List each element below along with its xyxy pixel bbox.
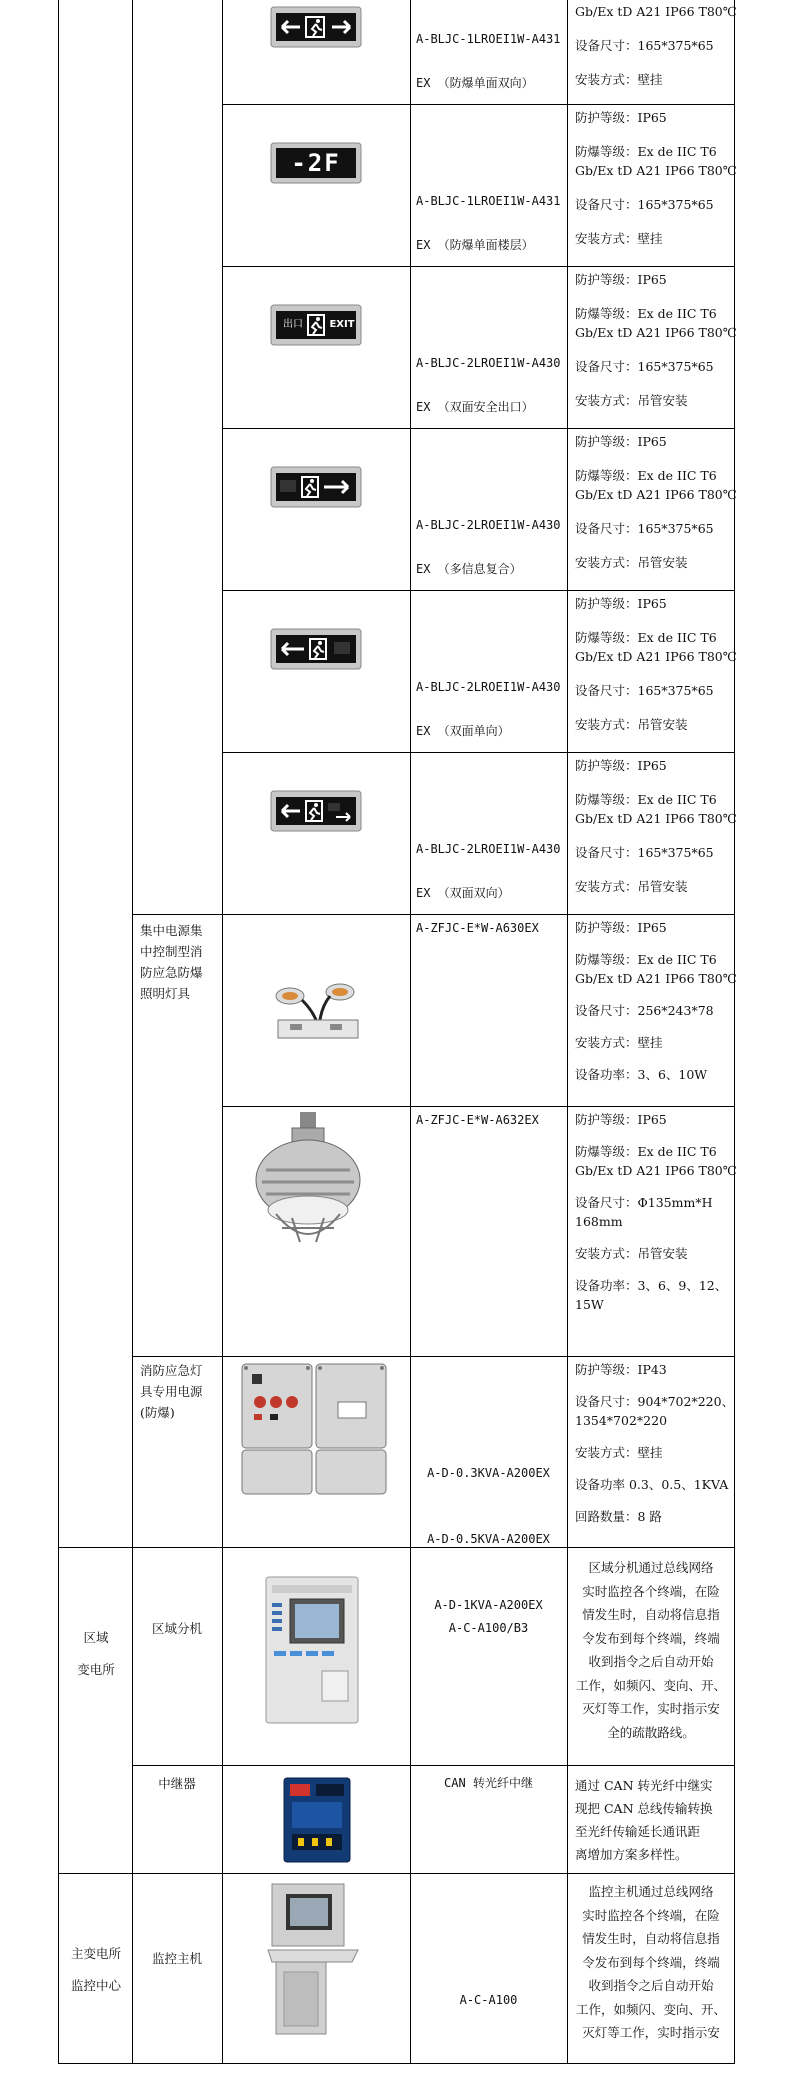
spec-param-line: Gb/Ex tD A21 IP66 T80℃ xyxy=(575,1163,737,1178)
model-line: EX （双面双向） xyxy=(416,886,510,900)
category-label: 监控主机 xyxy=(151,1951,202,1966)
spec-param-line: 安装方式：吊管安装 xyxy=(575,717,688,732)
table-col-divider xyxy=(410,0,411,2064)
spec-param-line: 设备尺寸：256*243*78 xyxy=(575,1003,714,1018)
spec-param-line: 防爆等级：Ex de IIC T6 xyxy=(575,1144,717,1159)
model-line: EX （双面单向） xyxy=(416,724,510,738)
category-label: 区域分机 xyxy=(151,1621,202,1636)
model-text xyxy=(416,492,566,602)
spec-param-line: 168mm xyxy=(575,1214,623,1229)
row-divider xyxy=(132,1765,735,1766)
category-label: 消防应急灯 具专用电源 (防爆) xyxy=(140,1363,203,1420)
regional-controller-cabinet-icon xyxy=(262,1575,362,1725)
spec-param-line: 设备尺寸：165*375*65 xyxy=(575,683,714,698)
spec-param-line: 防护等级：IP43 xyxy=(575,1362,667,1377)
spec-params xyxy=(575,434,737,588)
model-text: A-ZFJC-E*W-A632EX xyxy=(416,1113,539,1127)
spec-params xyxy=(575,272,737,426)
description-text: 监控主机通过总线网络 实时监控各个终端，在险 情发生时，自动将信息指 令发布到每个终端，终端 收到指令之后自动开始 工作，如频闪、变向、开、 灭灯等工作，实时指示安 xyxy=(575,1884,726,2040)
spec-param-line: 设备尺寸：165*375*65 xyxy=(575,38,714,53)
spec-param-line: 安装方式：吊管安装 xyxy=(575,879,688,894)
spec-param-line: 防护等级：IP65 xyxy=(575,920,667,935)
spec-param-line: Gb/Ex tD A21 IP66 T80℃ xyxy=(575,4,737,19)
model-text xyxy=(416,168,566,278)
spec-param-line: 防爆等级：Ex de IIC T6 xyxy=(575,952,717,967)
spec-param-line: 防爆等级：Ex de IIC T6 xyxy=(575,792,717,807)
description-text: 区域分机通过总线网络 实时监控各个终端，在险 情发生时，自动将信息指 令发布到每个终端，终端 收到指令之后自动开始 工作，如频闪、变向、开、 灭灯等工作，实时指示安 全的疏散路线。 xyxy=(575,1560,726,1740)
exit-sign-single-direction-icon xyxy=(270,628,362,670)
model-line: EX （防爆单面双向） xyxy=(416,76,534,90)
spec-params xyxy=(575,4,737,102)
model-line: A-BLJC-1LROEI1W-A431 xyxy=(416,32,561,46)
model-line: A-D-1KVA-A200EX xyxy=(434,1598,543,1612)
spec-param-line: 安装方式：吊管安装 xyxy=(575,555,688,570)
row-divider xyxy=(222,1106,735,1107)
model-line: EX （防爆单面楼层） xyxy=(416,238,534,252)
spec-param-line: Gb/Ex tD A21 IP66 T80℃ xyxy=(575,971,737,986)
spec-param-line: 设备功率：3、6、10W xyxy=(575,1067,708,1082)
model-text: A-C-A100/B3 xyxy=(448,1621,529,1635)
spec-param-line: 安装方式：壁挂 xyxy=(575,231,663,246)
table-border-bottom xyxy=(58,2063,735,2064)
spec-param-line: 防护等级：IP65 xyxy=(575,434,667,449)
row-divider xyxy=(58,1873,735,1874)
spec-param-line: 防护等级：IP65 xyxy=(575,272,667,287)
spec-param-line: Gb/Ex tD A21 IP66 T80℃ xyxy=(575,325,737,340)
spec-param-line: 防护等级：IP65 xyxy=(575,110,667,125)
model-line: A-BLJC-2LROEI1W-A430 xyxy=(416,518,561,532)
model-text xyxy=(416,654,566,764)
table-col-divider xyxy=(567,0,568,2064)
spec-params xyxy=(575,1362,733,1546)
twin-head-emergency-light-icon xyxy=(272,976,368,1046)
spec-param-line: 防爆等级：Ex de IIC T6 xyxy=(575,144,717,159)
model-line: A-BLJC-2LROEI1W-A430 xyxy=(416,356,561,370)
spec-param-line: 防护等级：IP65 xyxy=(575,758,667,773)
multi-info-exit-sign-icon xyxy=(270,466,362,508)
spec-param-line: Gb/Ex tD A21 IP66 T80℃ xyxy=(575,649,737,664)
model-text: A-ZFJC-E*W-A630EX xyxy=(416,921,539,935)
spec-param-line: 安装方式：壁挂 xyxy=(575,72,663,87)
model-text xyxy=(416,330,566,440)
spec-param-line: 安装方式：壁挂 xyxy=(575,1445,663,1460)
spec-param-line: 设备尺寸：904*702*220、 xyxy=(575,1394,735,1409)
category-label: 集中电源集 中控制型消 防应急防爆 照明灯具 xyxy=(140,923,203,1001)
spec-param-line: 设备功率 0.3、0.5、1KVA xyxy=(575,1477,729,1492)
category-label: 中继器 xyxy=(158,1776,196,1791)
spec-param-line: 15W xyxy=(575,1297,604,1312)
row-divider xyxy=(132,1356,735,1357)
sign-text-chinese: 出口 xyxy=(283,319,303,330)
spec-param-line: 设备尺寸：Φ135mm*H xyxy=(575,1195,713,1210)
spec-param-line: 设备尺寸：165*375*65 xyxy=(575,521,714,536)
spec-params xyxy=(575,110,737,264)
spec-param-line: 安装方式：吊管安装 xyxy=(575,393,688,408)
spec-params xyxy=(575,758,737,912)
model-line: A-BLJC-2LROEI1W-A430 xyxy=(416,842,561,856)
description-text: 通过 CAN 转光纤中继实 现把 CAN 总线传输转换 至光纤传输延长通讯距 离增加方案多样性。 xyxy=(575,1778,713,1862)
spec-param-line: 1354*702*220 xyxy=(575,1413,668,1428)
model-line: A-D-0.3KVA-A200EX xyxy=(427,1466,550,1480)
spec-param-line: 防护等级：IP65 xyxy=(575,596,667,611)
spec-param-line: 安装方式：壁挂 xyxy=(575,1035,663,1050)
area-label: 区域 变电所 xyxy=(77,1630,115,1677)
table-col-divider xyxy=(222,0,223,2064)
exit-sign-double-arrow-icon xyxy=(270,6,362,48)
model-line: A-D-0.5KVA-A200EX xyxy=(427,1532,550,1546)
repeater-device-icon xyxy=(282,1776,352,1864)
table-border-left xyxy=(58,0,59,2064)
model-line: A-BLJC-1LROEI1W-A431 xyxy=(416,194,561,208)
spec-param-line: 设备尺寸：165*375*65 xyxy=(575,197,714,212)
spec-param-line: 防爆等级：Ex de IIC T6 xyxy=(575,468,717,483)
row-divider xyxy=(58,1547,735,1548)
table-col-divider xyxy=(132,0,133,2064)
spec-param-line: 设备尺寸：165*375*65 xyxy=(575,845,714,860)
model-text: CAN 转光纤中继 xyxy=(444,1776,533,1790)
area-label: 主变电所 监控中心 xyxy=(70,1946,121,1993)
spec-params xyxy=(575,596,737,750)
model-line: A-BLJC-2LROEI1W-A430 xyxy=(416,680,561,694)
explosion-proof-pendant-lamp-icon xyxy=(252,1110,372,1250)
sign-text-exit: EXIT xyxy=(329,319,355,330)
model-text xyxy=(416,816,566,926)
spec-param-line: 回路数量：8 路 xyxy=(575,1509,662,1524)
model-line: EX （双面安全出口） xyxy=(416,400,534,414)
spec-params xyxy=(575,920,737,1104)
spec-param-line: 安装方式：吊管安装 xyxy=(575,1246,688,1261)
spec-param-line: Gb/Ex tD A21 IP66 T80℃ xyxy=(575,487,737,502)
model-line: EX （多信息复合） xyxy=(416,562,522,576)
explosion-proof-power-cabinet-icon xyxy=(240,1362,390,1496)
spec-param-line: 防爆等级：Ex de IIC T6 xyxy=(575,630,717,645)
model-text xyxy=(416,6,566,116)
spec-param-line: 防护等级：IP65 xyxy=(575,1112,667,1127)
spec-param-line: 设备功率：3、6、9、12、 xyxy=(575,1278,728,1293)
spec-param-line: 防爆等级：Ex de IIC T6 xyxy=(575,306,717,321)
spec-params xyxy=(575,1112,737,1354)
model-text: A-C-A100 xyxy=(459,1993,518,2007)
spec-param-line: Gb/Ex tD A21 IP66 T80℃ xyxy=(575,811,737,826)
monitoring-console-icon xyxy=(264,1880,364,2038)
spec-param-line: Gb/Ex tD A21 IP66 T80℃ xyxy=(575,163,737,178)
exit-sign-double-direction-icon xyxy=(270,790,362,832)
table-border-right xyxy=(734,0,735,2064)
spec-param-line: 设备尺寸：165*375*65 xyxy=(575,359,714,374)
floor-sign-text: -2F xyxy=(291,149,341,177)
